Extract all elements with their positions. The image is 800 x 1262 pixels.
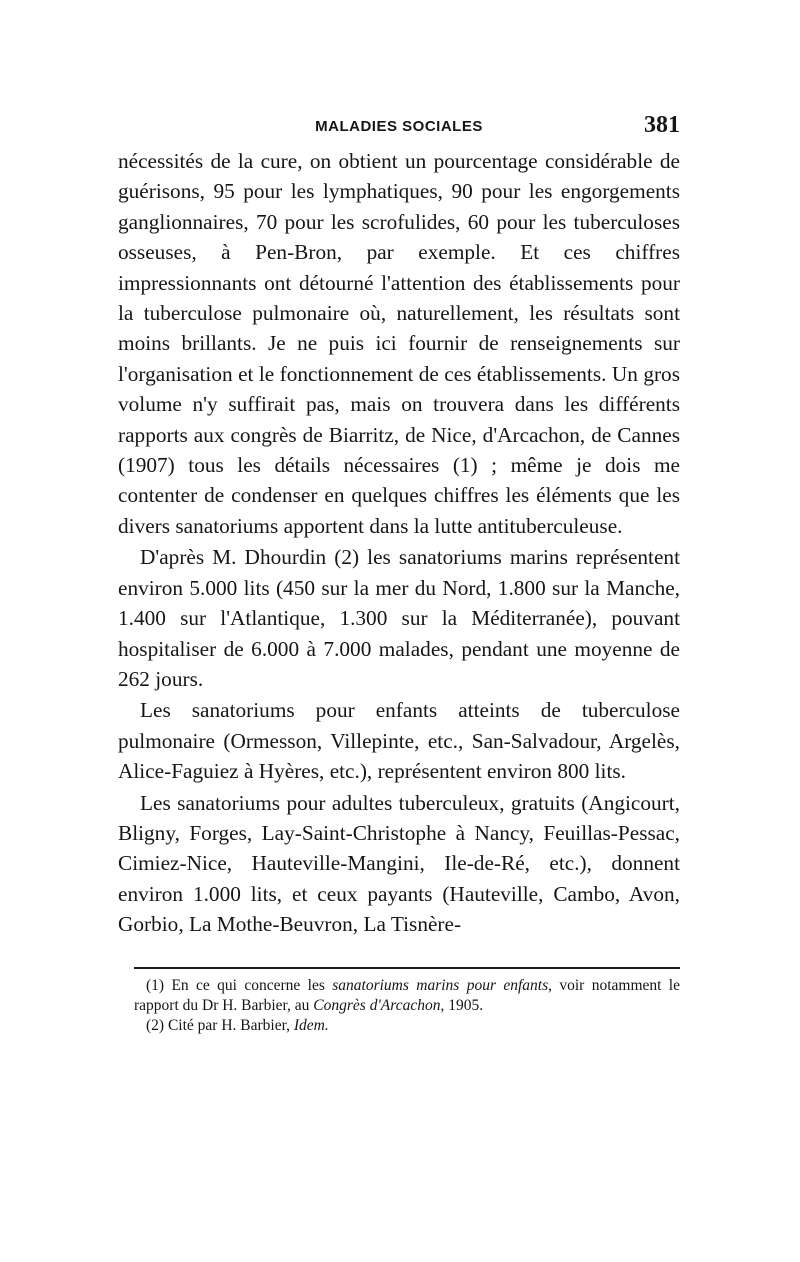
footnotes	[134, 976, 680, 1036]
paragraph-2: D'après M. Dhourdin (2) les sanatoriums marins représentent environ 5.000 lits (450 sur la mer du Nord, 1.800 sur la Manche, 1.400 sur l'Atlantique, 1.300 sur la Méditerranée), pouvant hospitaliser de 6.000 à 7.000 malades, pendant une moyenne de 262 jours.	[118, 545, 680, 691]
footnote-1-italic-2: Congrès d'Arcachon	[313, 997, 441, 1014]
page-number: 381	[644, 112, 680, 138]
body-text	[118, 146, 680, 940]
footnote-2-start: (2) Cité par H. Barbier,	[146, 1017, 294, 1034]
footnote-1-middle: , voir notamment le rapport du Dr H. Barbier, au	[134, 977, 680, 1014]
running-title: MALADIES SOCIALES	[315, 118, 483, 135]
footnote-2	[134, 1016, 680, 1036]
running-head	[118, 112, 680, 142]
footnote-2-italic: Idem.	[293, 1017, 329, 1034]
footnote-rule	[134, 967, 680, 969]
paragraph-4: Les sanatoriums pour adultes tuberculeux, gratuits (Angicourt, Bligny, Forges, Lay-Saint-Christophe à Nancy, Feuillas-Pessac, Cimiez-Nice, Hauteville-Mangini, Ile-de-Ré, etc.), donnent environ 1.000 lits, et ceux payants (Hauteville, Cambo, Avon, Gorbio, La Mothe-Beuvron, La Tisnère-	[118, 790, 680, 937]
footnote-1-start: (1) En ce qui concerne les	[146, 977, 333, 994]
footnote-1	[134, 976, 680, 1016]
footnote-1-italic: sanatoriums marins pour enfants	[332, 977, 549, 994]
paragraph-3: Les sanatoriums pour enfants atteints de tuberculose pulmonaire (Ormesson, Villepinte, etc., San-Salvadour, Argelès, Alice-Faguiez à Hyères, etc.), représentent environ 800 lits.	[118, 698, 680, 784]
footnote-1-end: , 1905.	[440, 997, 484, 1014]
paragraph-1: nécessités de la cure, on obtient un pourcentage considérable de guérisons, 95 pour les lymphatiques, 90 pour les engorgements ganglionnaires, 70 pour les scrofulides, 60 pour les tuberculoses osseuses, à Pen-Bron, par exemple. Et ces chiffres impressionnants ont détourné l'attention des établissements pour la tuberculose pulmonaire où, naturellement, les résultats sont moins brillants. Je ne puis ici fournir de renseignements sur l'organisation et le fonctionnement de ces établissements. Un gros volume n'y suffirait pas, mais on trouvera dans les différents rapports aux congrès de Biarritz, de Nice, d'Arcachon, de Cannes (1907) tous les détails nécessaires (1) ; même je dois me contenter de condenser en quelques chiffres les éléments que les divers sanatoriums apportent dans la lutte antituberculeuse.	[118, 149, 680, 538]
